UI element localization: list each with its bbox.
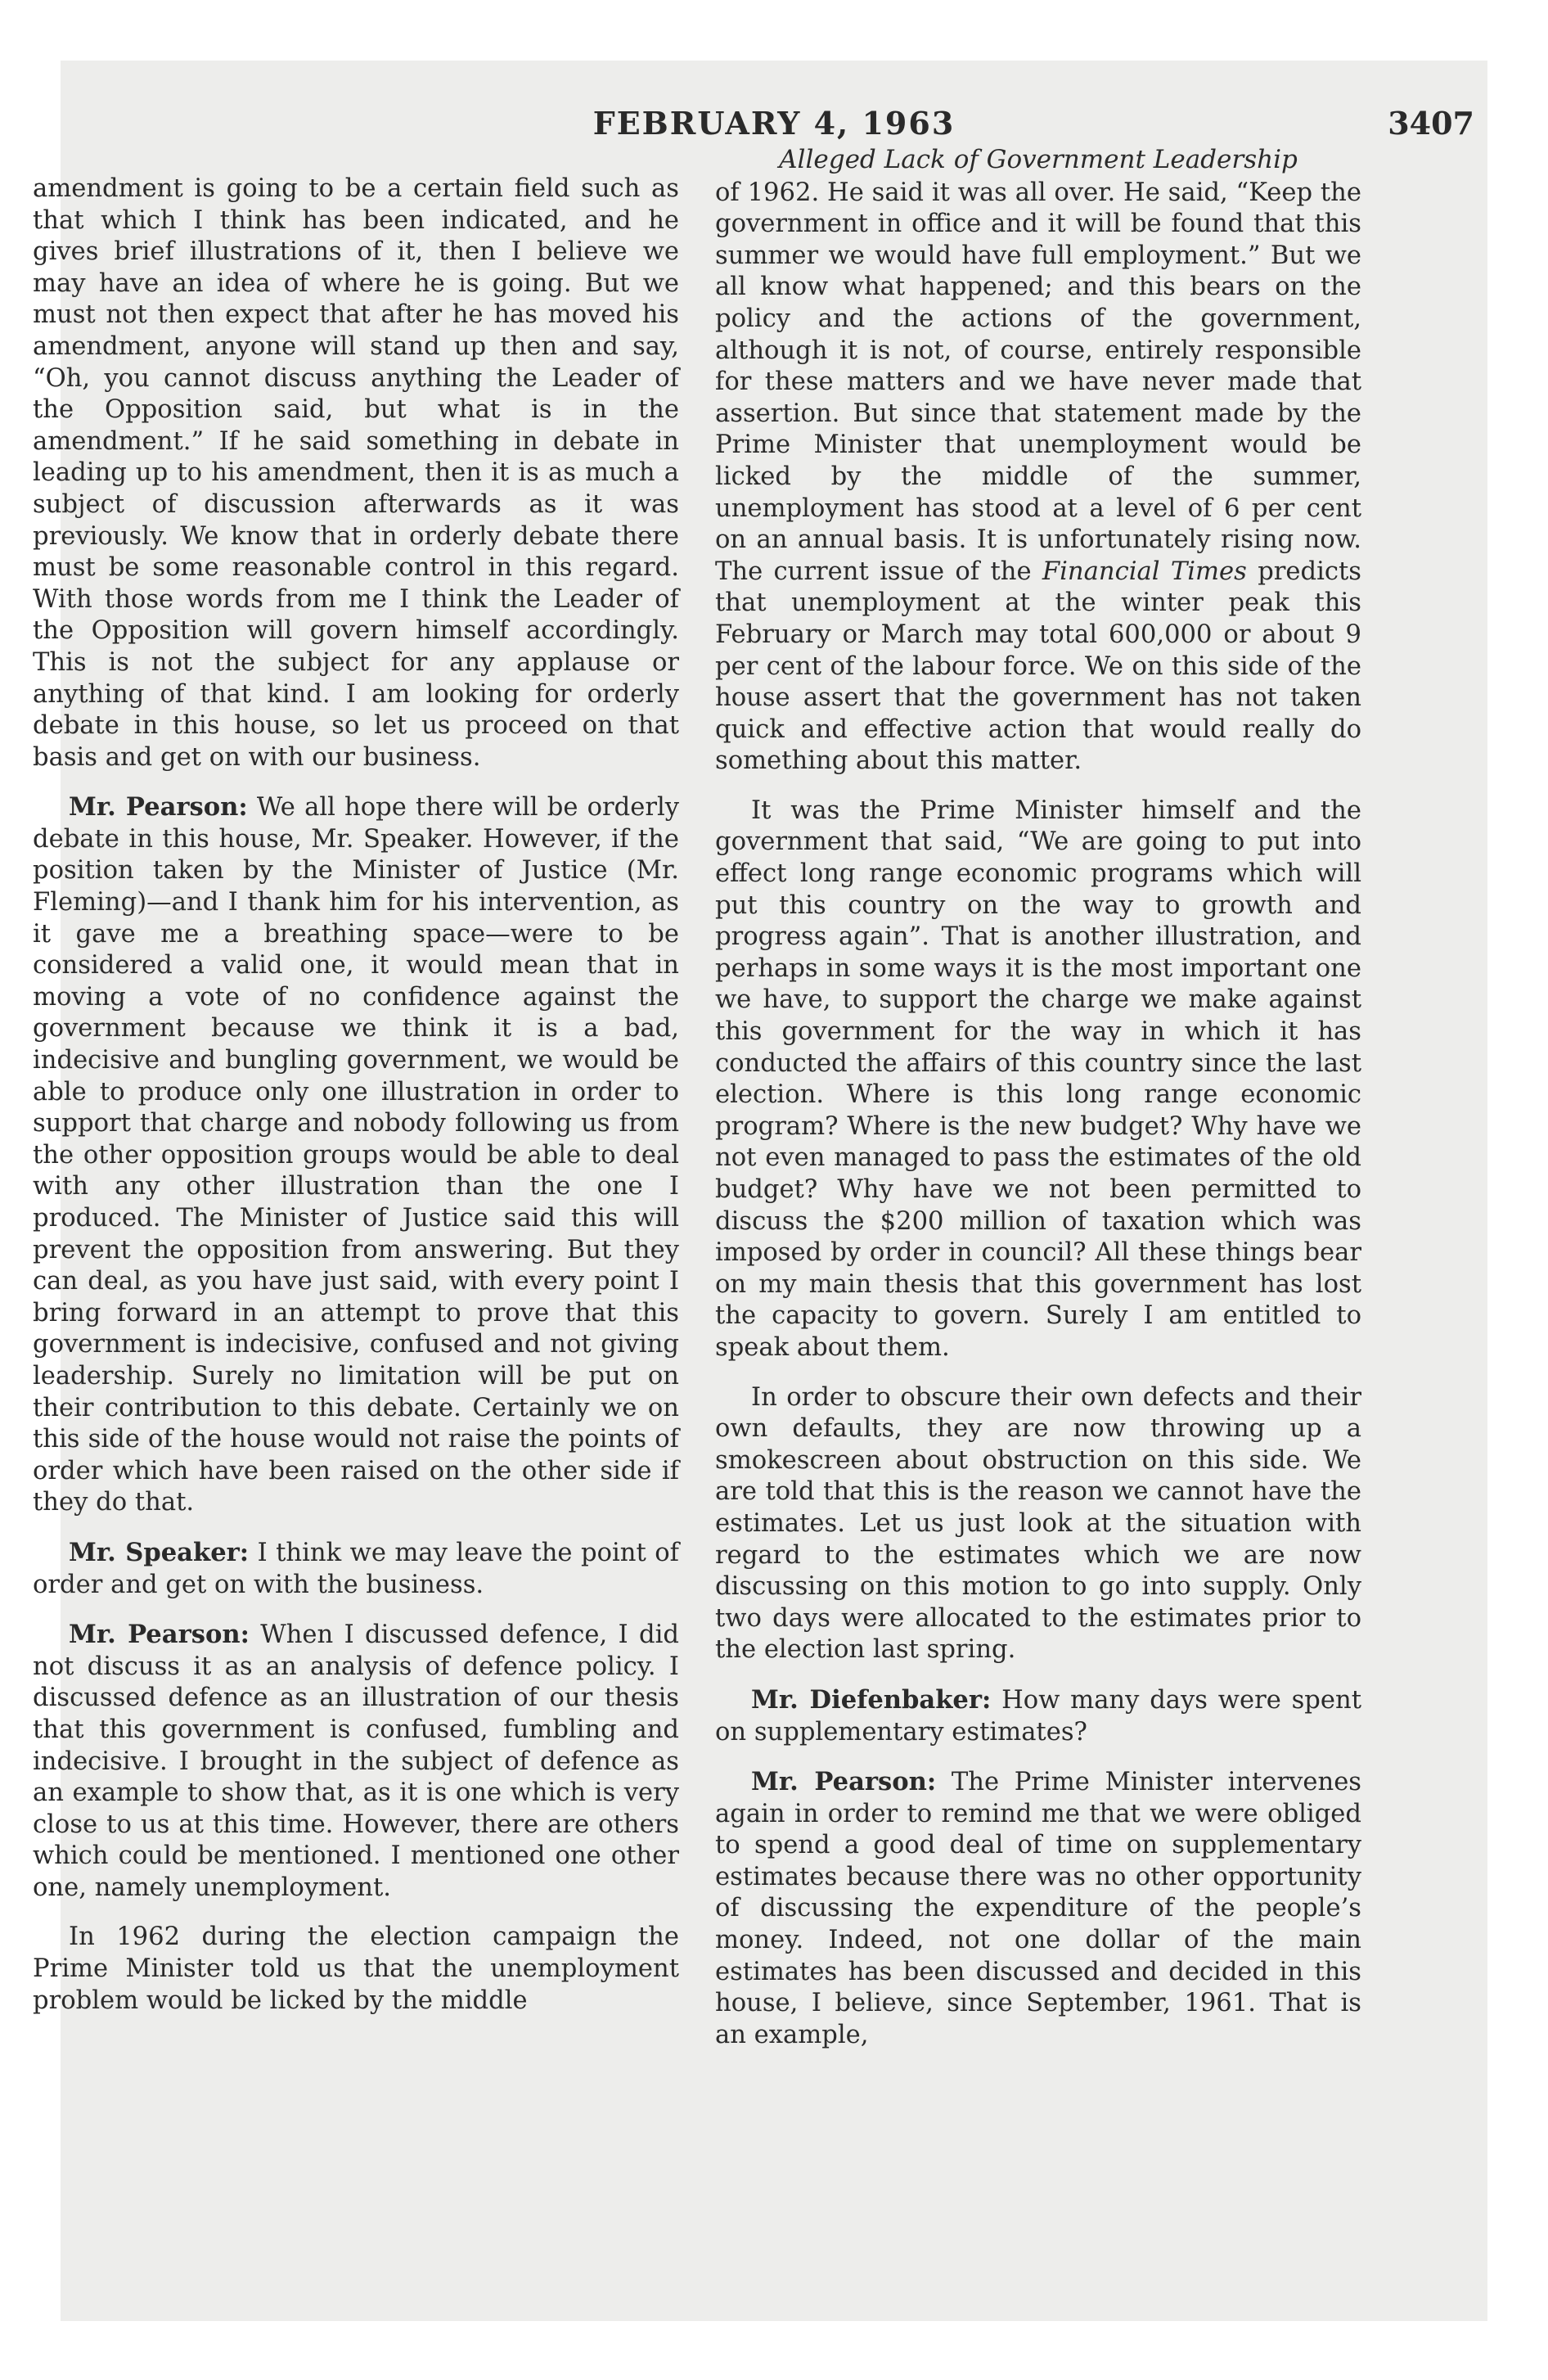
paragraph-text: In 1962 during the election campaign the Prime Minister told us that the unemployment problem would be licked by the middle: [33, 1922, 679, 2015]
paragraph-text: We all hope there will be orderly debate in this house, Mr. Speaker. However, if the position taken by the Minister of Justice (Mr. Fleming)—and I thank him for his intervention, as it gave me a breathing space—were to be considered a valid one, it would mean that in moving a vote of no confidence against the government because we think it is a bad, indecisive and bungling government, we would be able to produce only one illustration in order to support that charge and nobody following us from the other opposition groups would be able to deal with any other illustration than the one I produced. The Minister of Justice said this will prevent the opposition from answering. But they can deal, as you have just said, with every point I bring forward in an attempt to prove that this government is indecisive, confused and not giving leadership. Surely no limitation will be put on their contribution to this debate. Certainly we on this side of the house would not raise the points of order which have been raised on the other side if they do that.: [33, 793, 680, 1517]
paragraph: [33, 791, 679, 1519]
speaker-name: Mr. Pearson:: [69, 792, 248, 823]
paragraph-text: I think we may leave the point of order and get on with the business.: [33, 1538, 679, 1599]
paragraph-text: When I discussed defence, I did not discuss it as an analysis of defence policy. I discussed defence as an illustration of our thesis that this government is confused, fumbling and indecisive. I brought in the subject of defence as an example to show that, as it is one which is very close to us at this time. However, there are others which could be mentioned. I mentioned one other one, namely unemployment.: [33, 1620, 679, 1902]
running-head: Alleged Lack of Government Leadership: [779, 145, 1298, 174]
speaker-name: Mr. Pearson:: [751, 1767, 937, 1797]
paragraph-text: In order to obscure their own defects and their own defaults, they are now throwing up a smokescreen about obstruction on this side. We are told that this is the reason we cannot have the estimates. Let us just look at the situation with regard to the estimates which we are now discussing on this motion to go into supply. Only two days were allocated to the estimates prior to the election last spring.: [715, 1382, 1361, 1665]
paragraph-text: predicts that unemployment at the winter peak this February or March may total 600,000 or about 9 per cent of the labour force. We on this side of the house assert that the government has not taken quick and effective action that would really do something about this matter.: [715, 557, 1362, 776]
paragraph-text: amendment is going to be a certain field such as that which I think has been indicated, and he gives brief illustrations of it, then I believe we may have an idea of where he is going. But we must not then expect that after he has moved his amendment, anyone will stand up then and say, “Oh, you cannot discuss anything the Leader of the Opposition said, but what is in the amendment.” If he said something in debate in leading up to his amendment, then it is as much a subject of discussion afterwards as it was previously. We know that in orderly debate there must be some reasonable control in this regard. With those words from me I think the Leader of the Opposition will govern himself accordingly. This is not the subject for any applause or anything of that kind. I am looking for orderly debate in this house, so let us proceed on that basis and get on with our business.: [33, 174, 679, 772]
page-date: FEBRUARY 4, 1963: [592, 105, 956, 142]
publication-title: Financial Times: [1042, 557, 1247, 586]
paragraph: [33, 1922, 679, 2017]
paragraph-text: How many days were spent on supplementary estimates?: [715, 1685, 1361, 1747]
speaker-name: Mr. Diefenbaker:: [751, 1684, 992, 1715]
paragraph: [715, 178, 1361, 778]
left-column: [33, 174, 679, 2035]
paragraph: [33, 174, 679, 773]
page-number: 3407: [1388, 105, 1474, 142]
paragraph: [715, 1382, 1361, 1666]
paragraph: [715, 796, 1361, 1364]
paragraph: [33, 1619, 679, 1904]
speaker-name: Mr. Pearson:: [69, 1620, 250, 1650]
paragraph-text: of 1962. He said it was all over. He said, “Keep the government in office and it will be found that this summer we would have full employment.” But we all know what happened; and this bears on the policy and the actions of the government, although it is not, of course, entirely responsible for these matters and we have never made that assertion. But since that statement made by the Prime Minister that unemployment would be licked by the middle of the summer, unemployment has stood at a level of 6 per cent on an annual basis. It is unfortunately rising now. The current issue of the: [715, 178, 1361, 586]
paragraph: [33, 1537, 679, 1601]
page-header: [74, 105, 1474, 146]
right-column: [715, 144, 1361, 2069]
paragraph-text: It was the Prime Minister himself and the government that said, “We are going to put into effect long range economic programs which will put this country on the way to growth and progress again”. That is another illustration, and perhaps in some ways it is the most important one we have, to support the charge we make against this government for the way in which it has conducted the affairs of this country since the last election. Where is this long range economic program? Where is the new budget? Why have we not even managed to pass the estimates of the old budget? Why have we not been permitted to discuss the $200 million of taxation which was imposed by order in council? All these things bear on my main thesis that this government has lost the capacity to govern. Surely I am entitled to speak about them.: [715, 796, 1361, 1362]
paragraph: [715, 1684, 1361, 1748]
speaker-name: Mr. Speaker:: [69, 1537, 250, 1567]
paragraph: [715, 1766, 1361, 2051]
paragraph-text: The Prime Minister intervenes again in order to remind me that we were obliged to spend a good deal of time on supplementary estimates because there was no other opportunity of discussing the expenditure of the people’s money. Indeed, not one dollar of the main estimates has been discussed and decided in this house, I believe, since September, 1961. That is an example,: [715, 1768, 1362, 2049]
